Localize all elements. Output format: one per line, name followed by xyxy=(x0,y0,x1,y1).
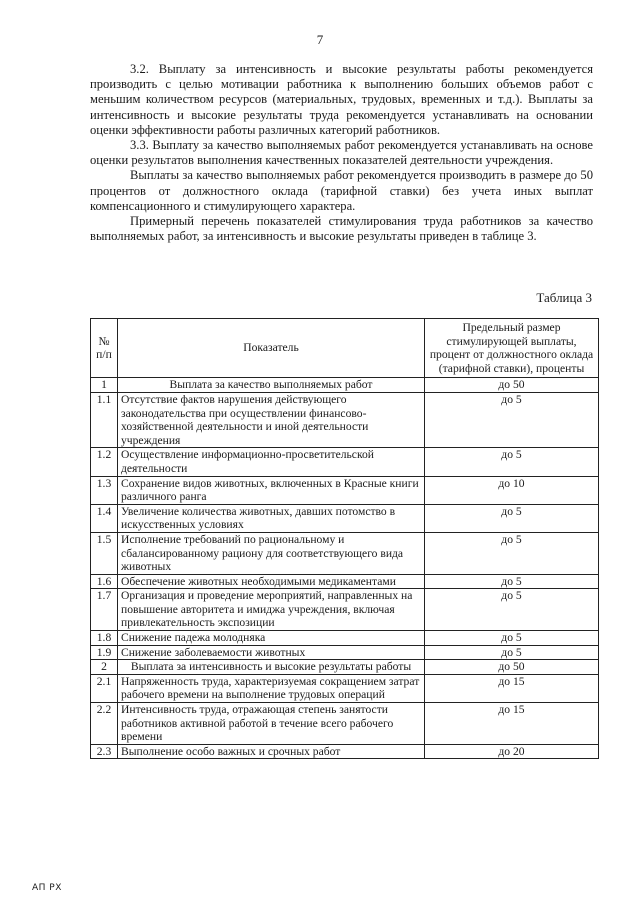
table-row xyxy=(91,504,599,532)
row-indicator: Организация и проведение мероприятий, направленных на повышение авторитета и имиджа учреждения, включая привлекательность экспозиции xyxy=(118,589,425,631)
paragraph-3-2: 3.2. Выплату за интенсивность и высокие результаты работы рекомендуется производить с целью мотивации работника к выполнению больших объемов работ с меньшим количеством ресурсов (материальных, трудовых, временных и т.д.). Выплаты за интенсивность и высокие результаты труда рекомендуется устанавливать на основании оценки эффективности работы различных категорий работников. xyxy=(90,62,593,137)
table-row xyxy=(91,703,599,745)
row-number: 1.5 xyxy=(91,532,118,574)
row-number: 2.3 xyxy=(91,744,118,759)
row-value: до 5 xyxy=(425,392,599,447)
footer-code: АП РХ xyxy=(32,883,62,893)
row-number: 1.7 xyxy=(91,589,118,631)
row-number: 2 xyxy=(91,660,118,675)
table-row xyxy=(91,574,599,589)
table-row xyxy=(91,660,599,675)
table-row xyxy=(91,674,599,702)
table-row xyxy=(91,392,599,447)
row-value: до 50 xyxy=(425,660,599,675)
table-row xyxy=(91,744,599,759)
row-number: 1.3 xyxy=(91,476,118,504)
row-number: 1.2 xyxy=(91,448,118,476)
row-number: 1.9 xyxy=(91,645,118,660)
row-indicator: Сохранение видов животных, включенных в Красные книги различного ранга xyxy=(118,476,425,504)
row-indicator: Выполнение особо важных и срочных работ xyxy=(118,744,425,759)
table-row xyxy=(91,532,599,574)
row-indicator: Интенсивность труда, отражающая степень занятости работников активной работой в течение всего рабочего времени xyxy=(118,703,425,745)
row-indicator: Отсутствие фактов нарушения действующего законодательства при осуществлении финансово-хозяйственной деятельности и иной деятельности учреждения xyxy=(118,392,425,447)
table-header-row xyxy=(91,319,599,378)
row-number: 2.2 xyxy=(91,703,118,745)
body-text xyxy=(90,62,593,244)
row-indicator: Увеличение количества животных, давших потомство в искусственных условиях xyxy=(118,504,425,532)
row-number: 1.6 xyxy=(91,574,118,589)
row-number: 1.4 xyxy=(91,504,118,532)
row-number: 2.1 xyxy=(91,674,118,702)
row-value: до 50 xyxy=(425,378,599,393)
row-value: до 5 xyxy=(425,574,599,589)
table-row xyxy=(91,448,599,476)
row-value: до 5 xyxy=(425,504,599,532)
row-value: до 5 xyxy=(425,448,599,476)
paragraph-3-3: 3.3. Выплату за качество выполняемых работ рекомендуется устанавливать на основе оценки результатов выполнения качественных показателей деятельности учреждения. xyxy=(90,138,593,168)
row-indicator: Обеспечение животных необходимыми медикаментами xyxy=(118,574,425,589)
row-value: до 15 xyxy=(425,703,599,745)
table-row xyxy=(91,378,599,393)
row-value: до 20 xyxy=(425,744,599,759)
row-value: до 10 xyxy=(425,476,599,504)
row-value: до 15 xyxy=(425,674,599,702)
table-row xyxy=(91,645,599,660)
paragraph-quality-payment: Выплаты за качество выполняемых работ рекомендуется производить в размере до 50 процентов от должностного оклада (тарифной ставки) без учета иных выплат компенсационного и стимулирующего характера. xyxy=(90,168,593,213)
header-num: № п/п xyxy=(91,319,118,378)
table-row xyxy=(91,589,599,631)
header-max-size: Предельный размер стимулирующей выплаты, процент от должностного оклада (тарифной ставки), проценты xyxy=(425,319,599,378)
table-caption: Таблица 3 xyxy=(536,290,592,305)
row-number: 1.1 xyxy=(91,392,118,447)
row-indicator: Выплата за качество выполняемых работ xyxy=(118,378,425,393)
row-value: до 5 xyxy=(425,589,599,631)
paragraph-indicators-list: Примерный перечень показателей стимулирования труда работников за качество выполняемых работ, за интенсивность и высокие результаты приведен в таблице 3. xyxy=(90,214,593,244)
row-indicator: Выплата за интенсивность и высокие результаты работы xyxy=(118,660,425,675)
header-indicator: Показатель xyxy=(118,319,425,378)
table-body xyxy=(91,378,599,759)
table-row xyxy=(91,631,599,646)
row-value: до 5 xyxy=(425,645,599,660)
row-indicator: Осуществление информационно-просветительской деятельности xyxy=(118,448,425,476)
row-indicator: Снижение заболеваемости животных xyxy=(118,645,425,660)
row-indicator: Напряженность труда, характеризуемая сокращением затрат рабочего времени на выполнение трудовых операций xyxy=(118,674,425,702)
row-indicator: Исполнение требований по рациональному и сбалансированному рациону для соответствующего вида животных xyxy=(118,532,425,574)
row-value: до 5 xyxy=(425,532,599,574)
table-row xyxy=(91,476,599,504)
row-number: 1.8 xyxy=(91,631,118,646)
row-indicator: Снижение падежа молодняка xyxy=(118,631,425,646)
page-number: 7 xyxy=(316,32,324,47)
indicators-table xyxy=(90,318,599,759)
row-value: до 5 xyxy=(425,631,599,646)
row-number: 1 xyxy=(91,378,118,393)
